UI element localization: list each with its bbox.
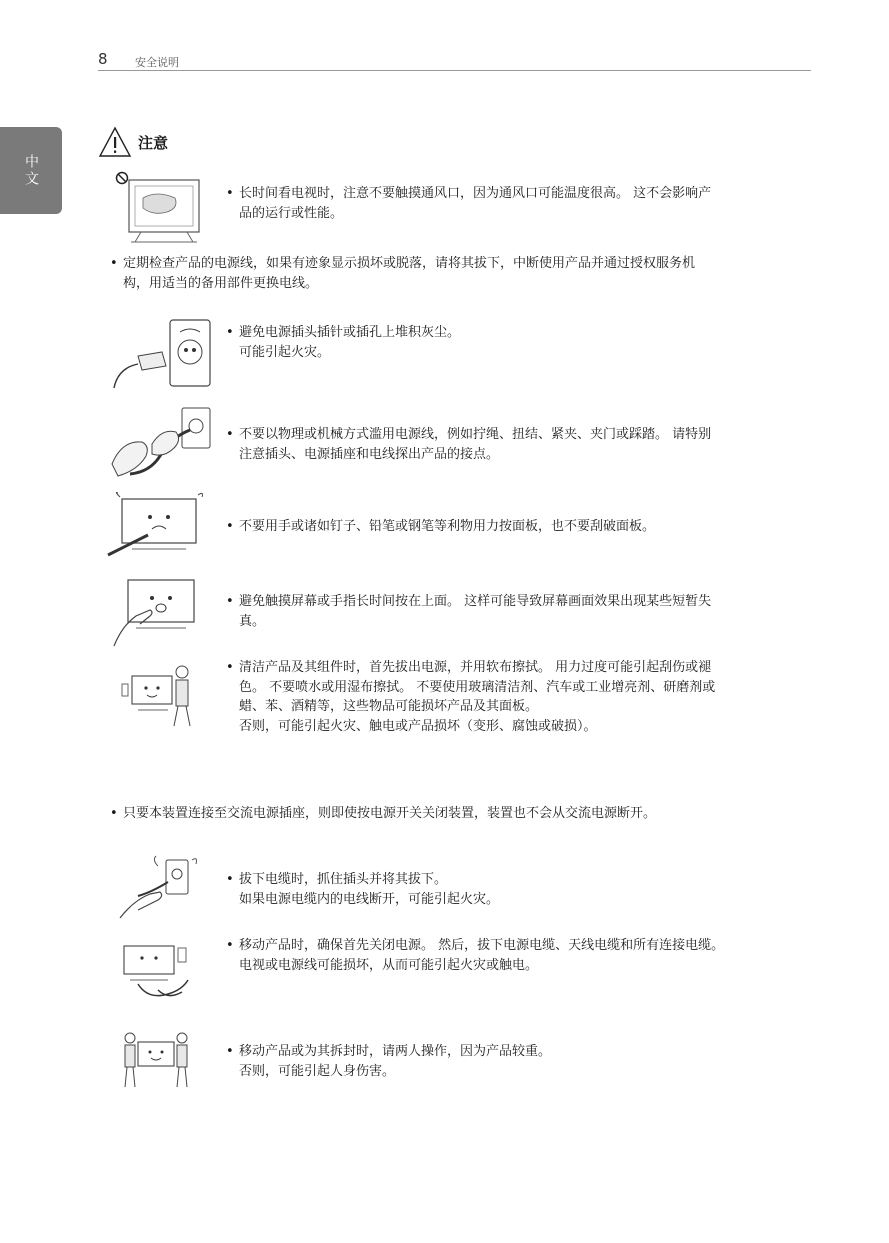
list-item: • 避免电源插头插针或插孔上堆积灰尘。 可能引起火灾。: [226, 325, 461, 360]
list-item: • 不要用手或诸如钉子、铅笔或钢笔等利物用力按面板，也不要刮破面板。: [226, 519, 656, 534]
language-tab-label: 中文: [23, 153, 39, 188]
caution-heading: [98, 124, 168, 160]
two-person-lift-illustration: [120, 1030, 192, 1090]
list-item: • 长时间看电视时，注意不要触摸通风口，因为通风口可能温度很高。 这不会影响产 品的运行或性能。: [226, 186, 712, 221]
list-item: • 清洁产品及其组件时，首先拔出电源，并用软布擦拭。 用力过度可能引起刮伤或褪 色。 不要喷水或用湿布擦拭。 不要使用玻璃清洁剂、汽车或工业增亮剂、研磨剂或 蜡、苯、酒精等，这些物品可能损坏产品及其面板。 否则，可能引起火灾、触电或产品损坏（变形、腐蚀或破损）。: [226, 660, 716, 734]
no-touch-vent-icon: [113, 170, 205, 250]
plug-socket-icon: [108, 316, 216, 392]
two-people-carry-icon: [120, 1030, 192, 1090]
finger-press-icon: [110, 572, 204, 648]
cleaning-illustration: [118, 662, 196, 728]
unplug-illustration: [118, 852, 200, 920]
page-number: 8: [98, 50, 108, 68]
list-item: • 定期检查产品的电源线，如果有迹象显示损坏或脱落，请将其拔下，中断使用产品并通过授权服务机 构，用适当的备用部件更换电线。: [110, 256, 696, 291]
caution-label: 注意: [138, 133, 169, 152]
dusty-plug-illustration: [108, 316, 216, 392]
list-item: • 移动产品时，确保首先关闭电源。 然后，拔下电源电缆、天线电缆和所有连接电缆。 电视或电源线可能损坏，从而可能引起火灾或触电。: [226, 938, 725, 973]
list-item: • 避免触摸屏幕或手指长时间按在上面。 这样可能导致屏幕画面效果出现某些短暂失 真。: [226, 594, 712, 629]
touch-screen-illustration: [110, 572, 204, 648]
scratch-panel-illustration: [104, 489, 210, 561]
page-header: [98, 52, 811, 71]
cord-abuse-illustration: [102, 404, 214, 482]
hand-unplug-icon: [118, 852, 200, 920]
language-tab: [0, 127, 62, 214]
move-cables-illustration: [118, 940, 198, 1002]
list-item: • 移动产品或为其拆封时，请两人操作，因为产品较重。 否则，可能引起人身伤害。: [226, 1044, 552, 1079]
list-item: • 不要以物理或机械方式滥用电源线，例如拧绳、扭结、紧夹、夹门或踩踏。 请特别 注意插头、电源插座和电线探出产品的接点。: [226, 427, 712, 462]
tv-cables-icon: [118, 940, 198, 1002]
list-item: • 拔下电缆时，抓住插头并将其拔下。 如果电源电缆内的电线断开，可能引起火灾。: [226, 872, 500, 907]
section-title: 安全说明: [135, 56, 179, 69]
person-cleaning-tv-icon: [118, 662, 196, 728]
twisted-cord-icon: [102, 404, 214, 482]
list-item: • 只要本装置连接至交流电源插座，则即使按电源开关关闭装置，装置也不会从交流电源断开。: [110, 806, 657, 821]
tv-scratch-icon: [104, 489, 210, 561]
warning-triangle-icon: [98, 126, 132, 158]
vent-warning-illustration: [113, 170, 205, 250]
